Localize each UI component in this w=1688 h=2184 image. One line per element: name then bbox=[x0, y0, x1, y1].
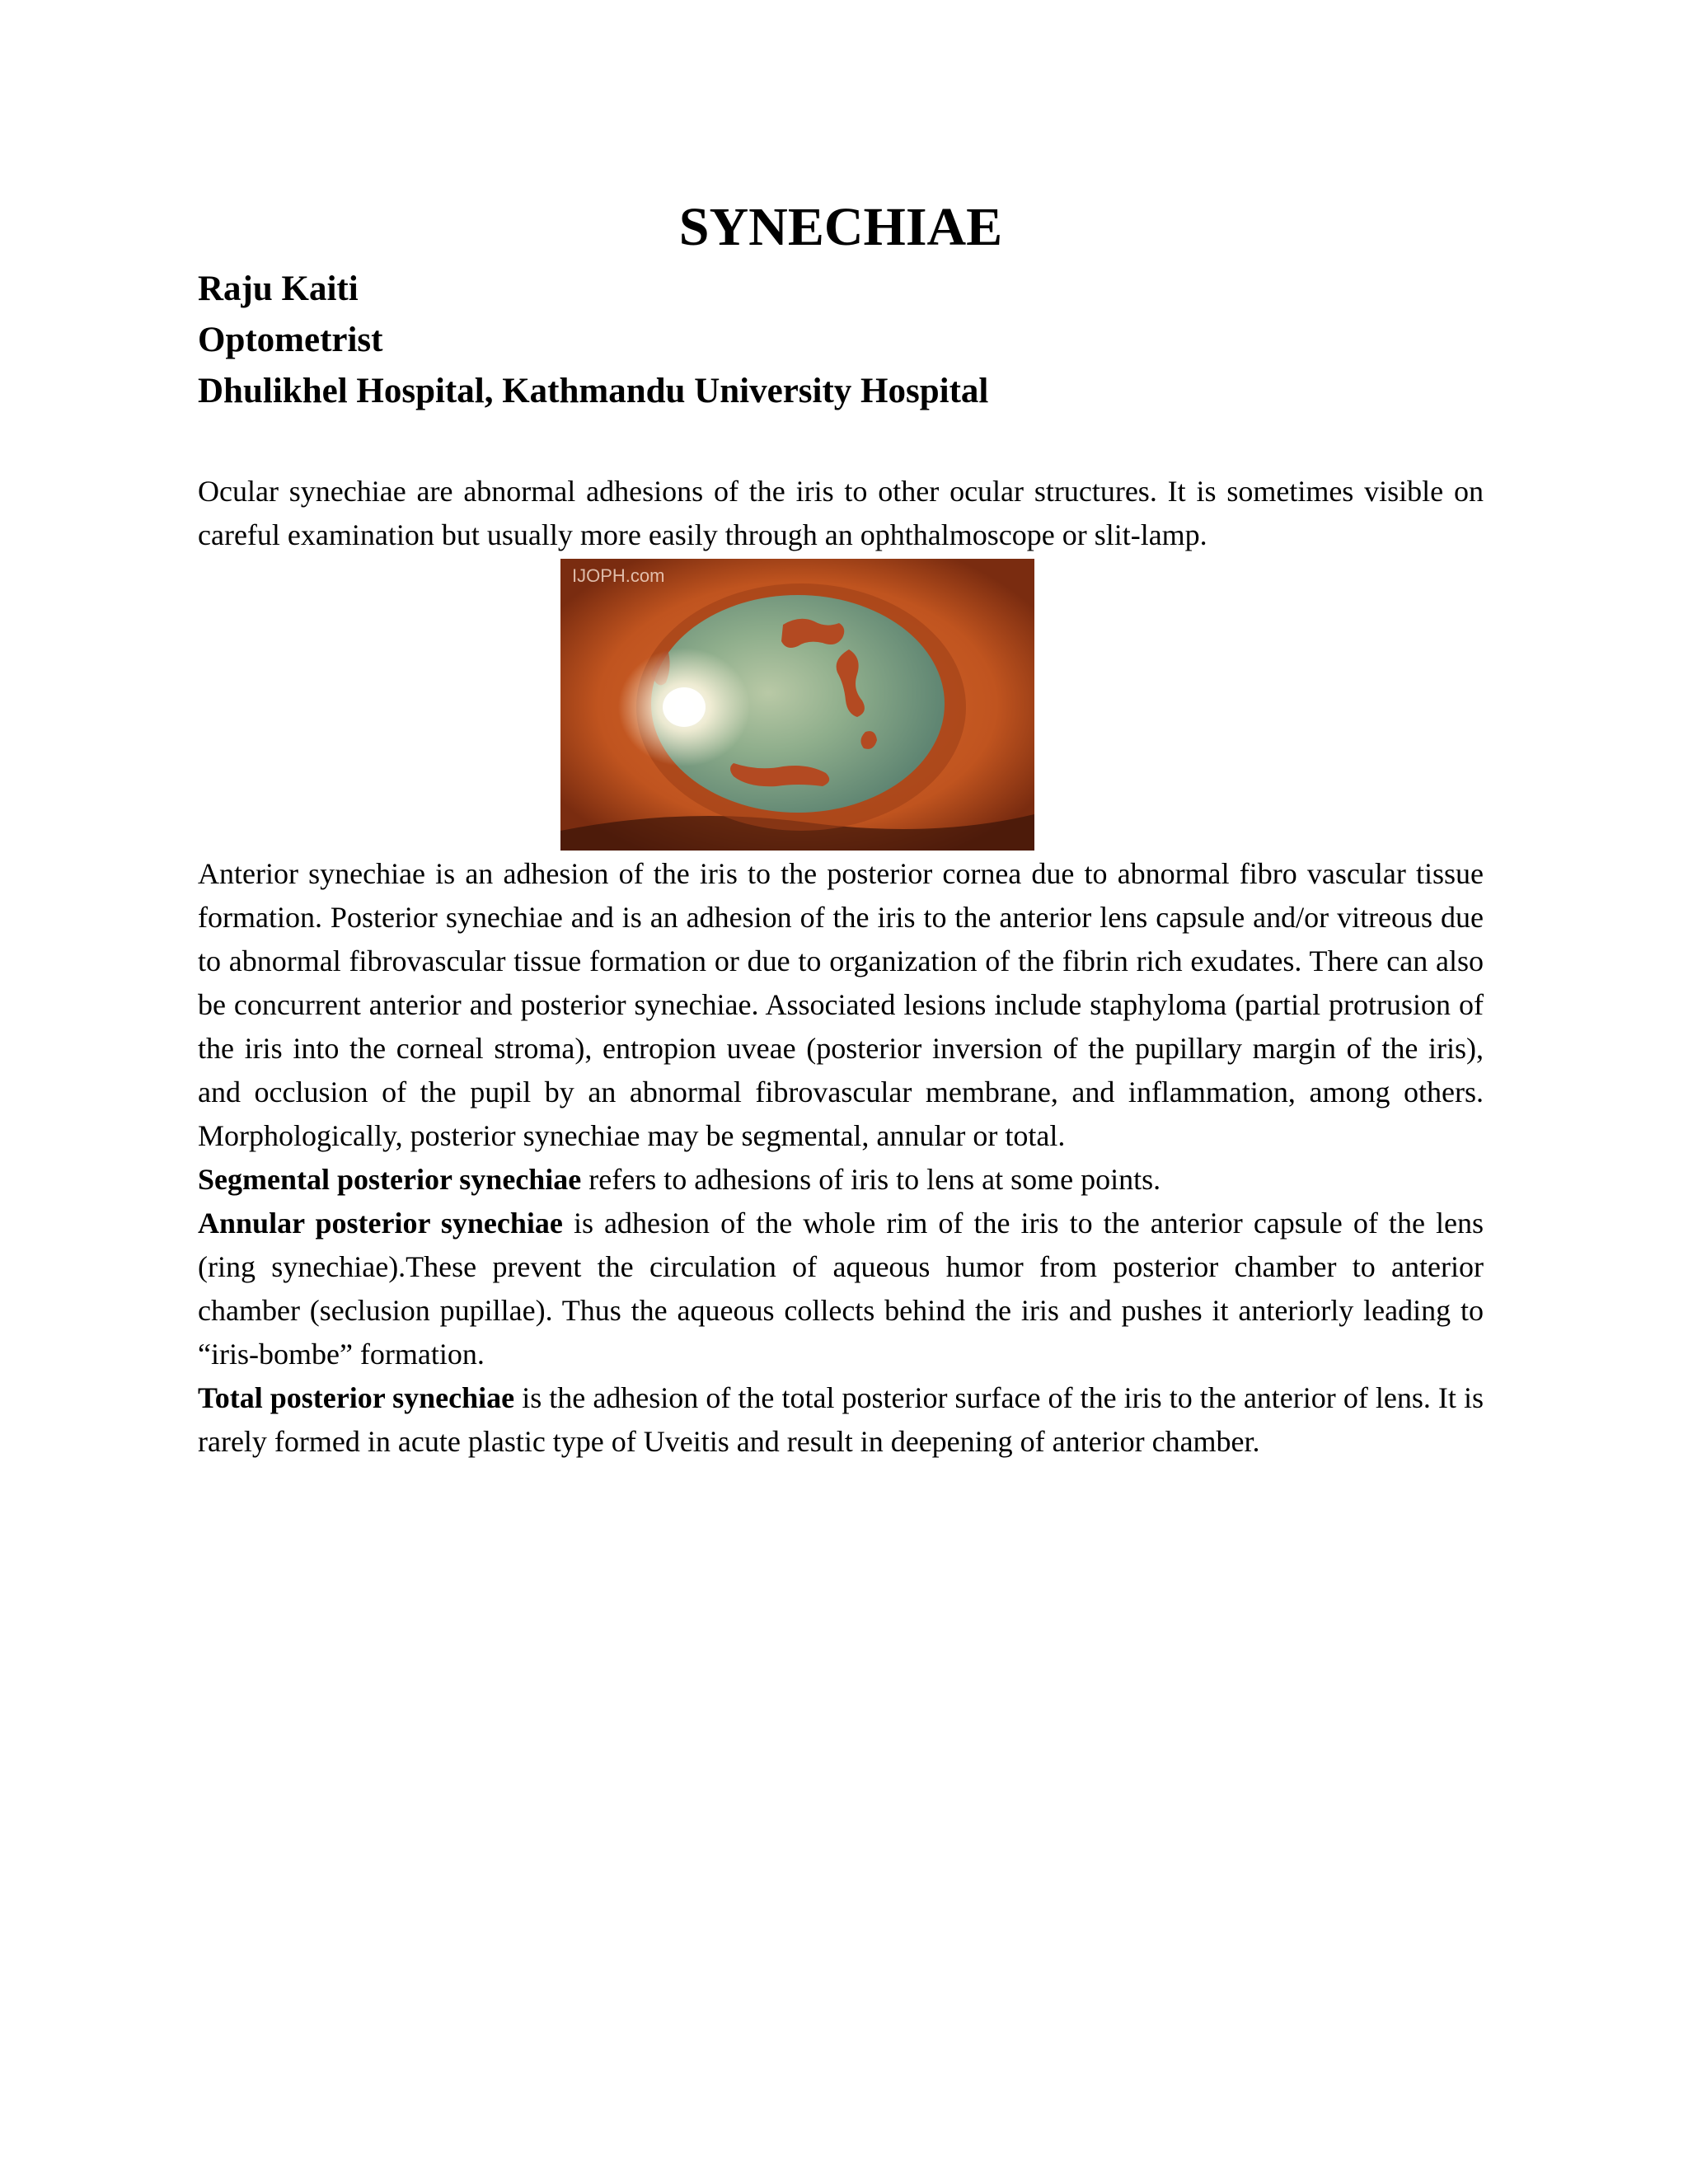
page-title: SYNECHIAE bbox=[678, 197, 1003, 257]
image-watermark: IJOPH.com bbox=[572, 565, 665, 586]
total-term: Total posterior synechiae bbox=[198, 1381, 515, 1414]
intro-paragraph: Ocular synechiae are abnormal adhesions of the iris to other ocular structures. It is sometimes visible on careful examination but usually more easily through an ophthalmoscope or slit-lamp. bbox=[198, 475, 1484, 551]
author-role: Optometrist bbox=[198, 321, 383, 359]
total-text: is the adhesion of the total posterior surface of the iris to the anterior of lens. It is rarely formed in acute plastic type of Uveitis and result in deepening of anterior chamber. bbox=[198, 1381, 1484, 1458]
annular-term: Annular posterior synechiae bbox=[198, 1207, 563, 1240]
anterior-synechiae-paragraph: Anterior synechiae is an adhesion of the iris to the posterior cornea due to abnormal fibro vascular tissue formation. Posterior synechiae and is an adhesion of the iris to the anterior lens capsule and/or vitreous due to abnormal fibrovascular tissue formation or due to organization of the fibrin rich exudates. There can also be concurrent anterior and posterior synechiae. Associated lesions include staphyloma (partial protrusion of the iris into the corneal stroma), entropion uveae (posterior inversion of the pupillary margin of the iris), and occlusion of the pupil by an abnormal fibrovascular membrane, and inflammation, among others. Morphologically, posterior synechiae may be segmental, annular or total. bbox=[198, 857, 1484, 1152]
body-text bbox=[198, 852, 1484, 1464]
total-paragraph bbox=[198, 1376, 1484, 1464]
annular-paragraph bbox=[198, 1202, 1484, 1376]
segmental-term: Segmental posterior synechiae bbox=[198, 1163, 582, 1196]
segmental-paragraph bbox=[198, 1158, 1484, 1202]
slit-lamp-photo bbox=[560, 559, 1034, 851]
author-block bbox=[198, 264, 988, 417]
author-name: Raju Kaiti bbox=[198, 269, 359, 308]
author-affiliation: Dhulikhel Hospital, Kathmandu University Hospital bbox=[198, 372, 989, 410]
annular-text: is adhesion of the whole rim of the iris to the anterior capsule of the lens (ring synechiae).These prevent the circulation of aqueous humor from posterior chamber to anterior chamber (seclusion pupillae). Thus the aqueous collects behind the iris and pushes it anteriorly leading to “iris-bombe” formation. bbox=[198, 1207, 1484, 1371]
eye-image bbox=[560, 559, 1034, 851]
segmental-text: refers to adhesions of iris to lens at some points. bbox=[581, 1163, 1161, 1196]
